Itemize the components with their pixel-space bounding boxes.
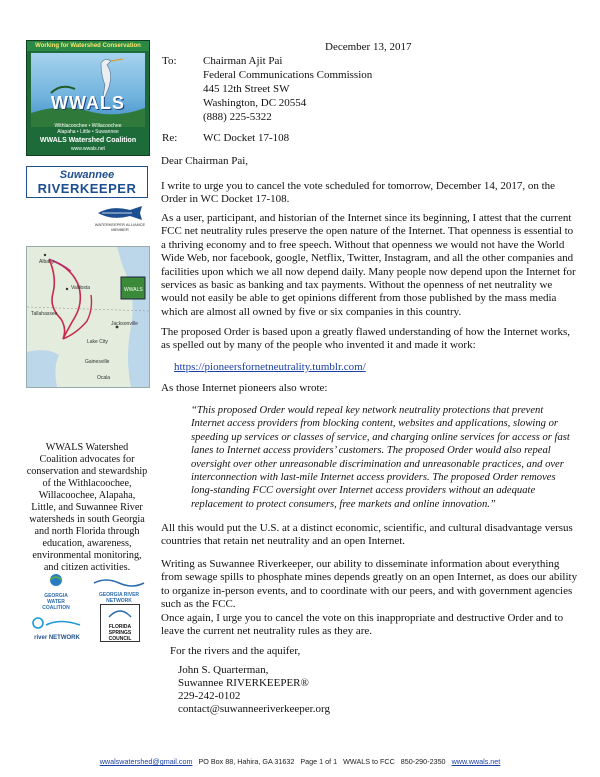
- signature-name: John S. Quarterman,: [178, 664, 269, 676]
- paragraph-3: The proposed Order is based upon a greatly flawed understanding of how the Internet works, as spelled out by many of the people who invented it and made it work:: [161, 326, 571, 352]
- fish-icon: [92, 204, 148, 222]
- map-label-gainesville: Gainesville: [85, 359, 110, 365]
- map-label-ocala: Ocala: [97, 375, 111, 381]
- wwals-logo: [26, 40, 150, 156]
- watershed-map: [26, 246, 150, 388]
- water-drop-icon: [36, 572, 76, 588]
- signature-title: Suwannee RIVERKEEPER®: [178, 677, 309, 689]
- signature-phone: 229-242-0102: [178, 690, 241, 702]
- map-label-lake-city: Lake City: [87, 339, 108, 345]
- map-image: [27, 247, 149, 387]
- riverkeeper-logo: [26, 166, 148, 198]
- svg-text:WWALS: WWALS: [124, 287, 143, 293]
- wwals-name: WWALS Watershed Coalition: [39, 137, 137, 144]
- paragraph-7: Once again, I urge you to cancel the vote on this inappropriate and destructive Order and to leave the current net neutrality rules as they are.: [161, 612, 564, 638]
- riverkeeper-line-1: Suwannee: [59, 169, 115, 181]
- mission-statement: WWALS Watershed Coalition advocates for conservation and stewardship of the Withlacoochee, Willacoochee, Alapaha, Little, and Suwannee River watersheds in south Georgia and north Florida through education, awareness, environmental monitoring, and citizen activities.: [26, 442, 148, 573]
- georgia-river-network-logo: [92, 574, 146, 604]
- waterkeeper-line-1: WATERKEEPER ALLIANCE: [94, 222, 146, 227]
- wwals-tagline: Working for Watershed Conservation: [27, 41, 149, 51]
- rivers-line-1: Withlacoochee • Willacoochee: [54, 123, 122, 129]
- salutation: Dear Chairman Pai,: [161, 155, 249, 167]
- footer-address: PO Box 88, Hahira, GA 31632: [198, 757, 295, 766]
- heron-icon: [31, 53, 145, 127]
- wwals-url: www.wwals.net: [71, 146, 105, 152]
- pioneers-quote: “This proposed Order would repeal key network neutrality protections that prevent Internet access providers from blocking content, websites and applications, slowing or speeding up services or classes of service, and charging online services for access or fast lanes to Internet access providers’ customers. The proposed Order would also repeal oversight over other unreasonable discrimination and unreasonable practices, and over interconnection with last-mile Internet access providers. The proposed Order removes long-standing FCC oversight over Internet access providers without an adequate replacement to protect consumers, free markets and online innovation.”: [191, 405, 570, 510]
- footer-page: Page 1 of 1: [300, 757, 338, 766]
- signature-email: contact@suwanneeriverkeeper.org: [178, 703, 330, 715]
- pioneers-link[interactable]: https://pioneersfornetneutrality.tumblr.com/: [174, 361, 366, 373]
- river-network-logo: [30, 616, 84, 641]
- address-line-3: 445 12th Street SW: [203, 83, 290, 95]
- georgia-river-network-label: GEORGIA RIVER NETWORK: [98, 592, 140, 604]
- waterkeeper-text: [92, 222, 148, 232]
- footer-doc: WWALS to FCC: [343, 757, 395, 766]
- address-line-5: (888) 225-5322: [203, 111, 272, 123]
- paragraph-2: As a user, participant, and historian of the Internet since its beginning, I attest that the current FCC net neutrality rules preserve the open nature of the Internet. That openness is essential to a thriving economy and to free speech. Without that openness we would not have the World Wide Web, nor facebook, google, Netflix, Twitter, Instagram, and all the other companies and facilities upon which we all now depend daily. Many people now depend upon the Internet for services as basic as banking and tax payments. Without the openness of net neutrality we would not easily be able to get opinions different from those published by the mass media which are almost all owned by five or six companies in this country.: [161, 212, 576, 318]
- page-footer: [0, 757, 600, 766]
- closing: For the rivers and the aquifer,: [170, 645, 301, 657]
- re-subject: WC Docket 17-108: [203, 132, 290, 144]
- spring-icon: [101, 605, 139, 619]
- footer-site[interactable]: www.wwals.net: [451, 757, 501, 766]
- address-line-2: Federal Communications Commission: [203, 69, 373, 81]
- address-line-1: Chairman Ajit Pai: [203, 55, 283, 67]
- florida-springs-council-logo: [100, 604, 140, 642]
- wwals-rivers: [27, 123, 149, 135]
- river-wave-icon: [92, 575, 146, 587]
- georgia-water-coalition-logo: [36, 572, 76, 611]
- paragraph-5: All this would put the U.S. at a distinct economic, scientific, and cultural disadvantage versus countries that retain net neutrality and an open Internet.: [161, 522, 573, 548]
- footer-phone: 850-290-2350: [400, 757, 446, 766]
- florida-springs-council-label: FLORIDA SPRINGS COUNCIL: [108, 624, 132, 642]
- map-label-albany: Albany: [39, 259, 55, 265]
- letter-date: December 13, 2017: [325, 41, 412, 53]
- river-swirl-icon: [30, 616, 84, 630]
- waterkeeper-line-2: MEMBER: [111, 227, 129, 232]
- wwals-wordmark: WWALS: [51, 93, 125, 113]
- paragraph-6: Writing as Suwannee Riverkeeper, our ability to disseminate information about everything from sewage spills to phosphate mines depends greatly on an open Internet, as does our ability to organize in-person events, and to coordinate with our peers, and with government agencies such as the FCC.: [161, 558, 578, 611]
- river-network-label: river NETWORK: [34, 635, 80, 641]
- map-label-tallahassee: Tallahassee: [31, 311, 58, 317]
- map-label-valdosta: Valdosta: [71, 285, 91, 291]
- map-label-jacksonville: Jacksonville: [111, 321, 138, 327]
- riverkeeper-line-2: RIVERKEEPER: [37, 181, 137, 196]
- re-label: Re:: [162, 132, 178, 144]
- rivers-line-2: Alapaha • Little • Suwannee: [57, 129, 119, 135]
- paragraph-4: As those Internet pioneers also wrote:: [161, 382, 328, 394]
- paragraph-1: I write to urge you to cancel the vote scheduled for tomorrow, December 14, 2017, on the Order in WC Docket 17-108.: [161, 180, 556, 206]
- georgia-water-coalition-label: GEORGIA WATER COALITION: [42, 593, 70, 611]
- footer-email[interactable]: wwalswatershed@gmail.com: [99, 757, 193, 766]
- to-label: To:: [162, 55, 177, 67]
- address-line-4: Washington, DC 20554: [203, 97, 307, 109]
- waterkeeper-member-badge: [92, 204, 148, 232]
- heron-scene: [31, 53, 145, 127]
